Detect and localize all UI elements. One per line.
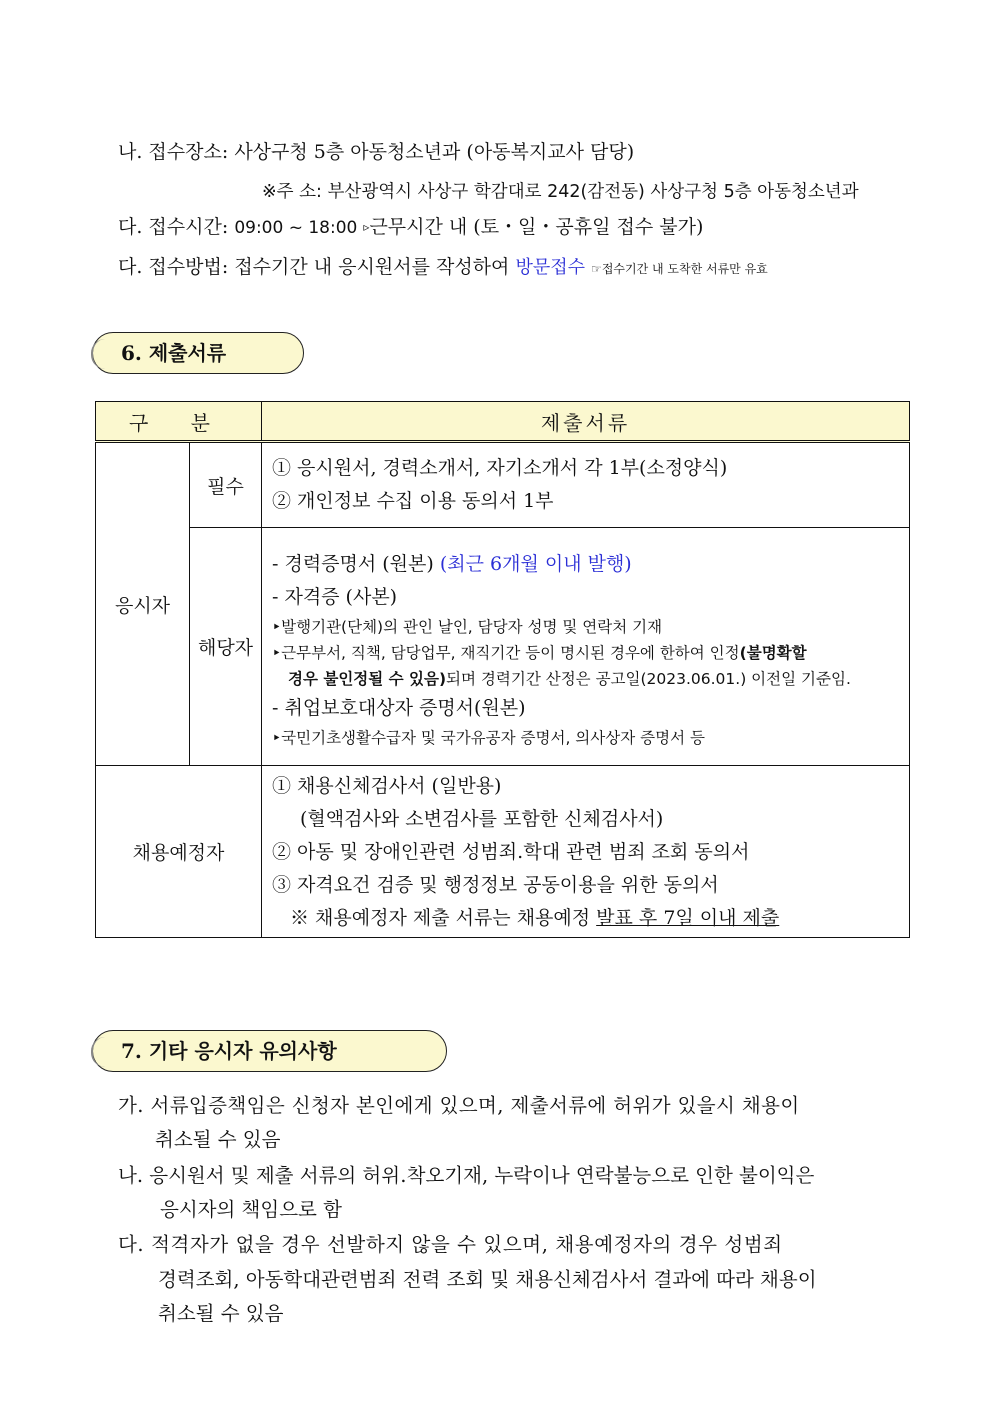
list-item <box>272 614 901 640</box>
section6-title-text: 6. 제출서류 <box>121 341 227 365</box>
career-cert-note: (최근 6개월 이내 발행) <box>439 553 632 575</box>
hire-label: 채용예정자 <box>96 766 262 938</box>
list-item: (혈액검사와 소변검사를 포함한 신체검사서) <box>300 808 664 830</box>
documents-table <box>95 401 910 938</box>
hire-docs <box>262 766 910 938</box>
receipt-place-value: 사상구청 5층 아동청소년과 (아동복지교사 담당) <box>234 141 635 163</box>
notice-item <box>118 1094 800 1118</box>
pointing-hand-icon: ☞ <box>591 262 602 276</box>
list-item: ③ 자격요건 검증 및 행정정보 공동이용을 위한 동의서 <box>272 874 719 896</box>
list-item <box>272 666 901 692</box>
note-bold: 경우 불인정될 수 있음) <box>288 670 447 688</box>
receipt-place <box>118 140 634 164</box>
list-item <box>272 548 901 581</box>
applicant-label: 응시자 <box>96 442 190 766</box>
list-item <box>272 640 901 666</box>
notice-text: 적격자가 없을 경우 선발하지 않을 수 있으며, 채용예정자의 경우 성범죄 <box>151 1233 783 1256</box>
receipt-method <box>118 255 768 281</box>
receipt-time <box>118 215 703 240</box>
notice-item-cont: 경력조회, 아동학대관련범죄 전력 조회 및 채용신체검사서 결과에 따라 채용이 <box>158 1268 817 1291</box>
career-cert: - 경력증명서 (원본) <box>272 553 434 575</box>
list-item: - 취업보호대상자 증명서(원본) <box>272 697 526 719</box>
hire-notice <box>272 902 901 935</box>
bullet-icon: ‣ <box>272 729 282 747</box>
section7-title-text: 7. 기타 응시자 유의사항 <box>121 1039 337 1063</box>
notice-item <box>118 1233 783 1257</box>
optional-label: 해당자 <box>190 528 262 766</box>
note-text: 국민기초생활수급자 및 국가유공자 증명서, 의사상자 증명서 등 <box>281 729 705 747</box>
notice-text: 서류입증책임은 신청자 본인에게 있으며, 제출서류에 허위가 있을시 채용이 <box>150 1094 800 1117</box>
receipt-method-label: 다. 접수방법: <box>118 256 229 278</box>
list-item: ① 응시원서, 경력소개서, 자기소개서 각 1부(소정양식) <box>272 457 728 479</box>
note-bold: (불명확할 <box>739 644 807 662</box>
note-text: 근무부서, 직책, 담당업무, 재직기간 등이 명시된 경우에 한하여 인정 <box>281 644 740 662</box>
notice-text: 응시원서 및 제출 서류의 허위․착오기재, 누락이나 연락불능으로 인한 불이익은 <box>149 1164 815 1187</box>
table-header-row <box>96 402 910 442</box>
receipt-time-note: 근무시간 내 (토・일・공휴일 접수 불가) <box>369 216 704 238</box>
required-label: 필수 <box>190 442 262 528</box>
hire-notice-deadline: 발표 후 7일 이내 제출 <box>596 907 780 929</box>
table-row <box>96 766 910 938</box>
table-row <box>96 528 910 766</box>
list-item: ② 개인정보 수집 이용 동의서 1부 <box>272 490 554 512</box>
notice-item <box>118 1164 814 1188</box>
list-item: ② 아동 및 장애인관련 성범죄․학대 관련 범죄 조회 동의서 <box>272 841 750 863</box>
notice-marker: 가. <box>118 1094 144 1117</box>
notice-marker: 나. <box>118 1164 144 1187</box>
receipt-time-label: 다. 접수시간: <box>118 216 229 238</box>
notice-item-cont: 취소될 수 있음 <box>155 1128 281 1151</box>
hire-notice-text: ※ 채용예정자 제출 서류는 채용예정 <box>290 907 591 929</box>
receipt-method-value: 접수기간 내 응시원서를 작성하여 <box>234 256 510 278</box>
optional-docs <box>262 528 910 766</box>
receipt-place-label: 나. 접수장소: <box>118 141 229 163</box>
receipt-address <box>262 180 859 204</box>
receipt-time-value: 09:00 ~ 18:00 <box>234 218 358 238</box>
triangle-icon: ▹ <box>363 220 370 234</box>
bullet-icon: ‣ <box>272 644 282 662</box>
notice-item-cont: 응시자의 책임으로 함 <box>160 1198 342 1221</box>
list-item: ① 채용신체검사서 (일반용) <box>272 775 502 797</box>
notice-item-cont: 취소될 수 있음 <box>158 1302 284 1325</box>
list-item: - 자격증 (사본) <box>272 586 398 608</box>
section7-title <box>92 1030 447 1072</box>
required-docs <box>262 442 910 528</box>
table-row <box>96 442 910 528</box>
receipt-address-label: ※주 소: <box>262 182 322 202</box>
receipt-method-highlight: 방문접수 <box>515 257 585 278</box>
header-category: 구 분 <box>96 402 262 442</box>
notice-marker: 다. <box>118 1233 145 1256</box>
section6-title <box>92 332 304 374</box>
note-text: 되며 경력기간 산정은 공고일(2023.06.01.) 이전일 기준임. <box>446 670 851 688</box>
header-documents: 제출서류 <box>262 402 910 442</box>
bullet-icon: ‣ <box>272 618 282 636</box>
list-item <box>272 725 901 751</box>
receipt-address-value: 부산광역시 사상구 학감대로 242(감전동) 사상구청 5층 아동청소년과 <box>327 182 859 202</box>
receipt-method-note: 접수기간 내 도착한 서류만 유효 <box>601 262 768 276</box>
note-text: 발행기관(단체)의 관인 날인, 담당자 성명 및 연락처 기재 <box>281 618 663 636</box>
